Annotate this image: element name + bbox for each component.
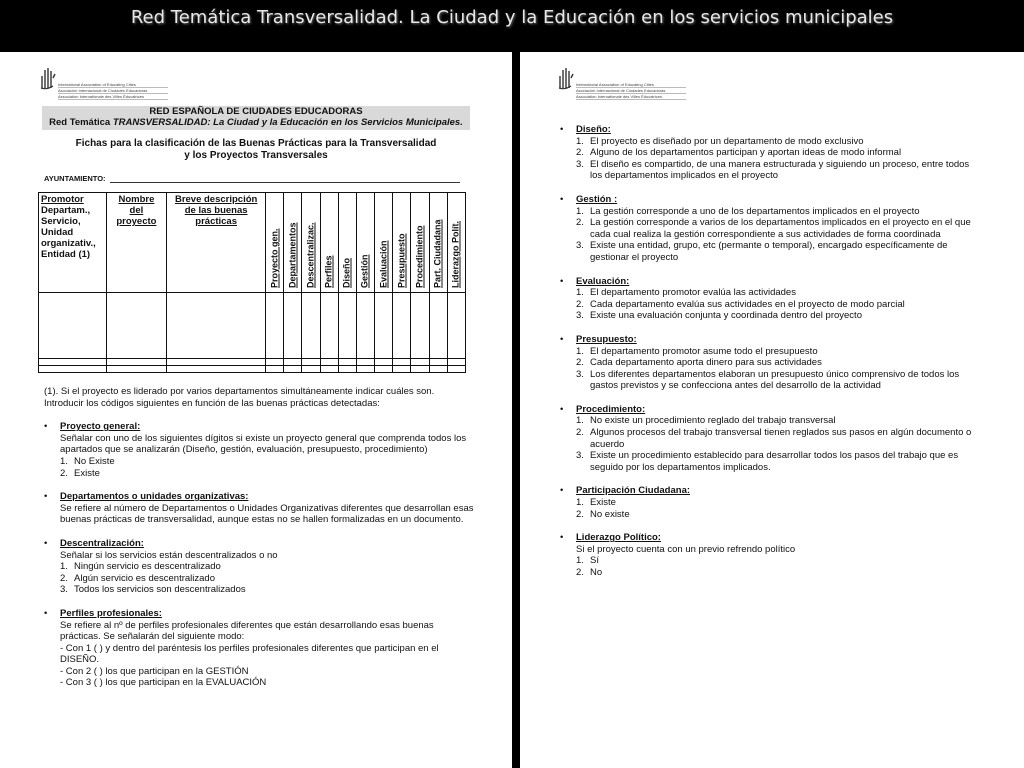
col-promotor: Promotor Departam., Servicio, Unidad organizativ., Entidad (1): [39, 193, 107, 293]
hand-logo-icon: [556, 66, 574, 90]
org-line: International Association of Educating Cities: [58, 82, 168, 88]
table-row: [39, 359, 466, 366]
org-line: Asociación Internacional de Ciudades Educadoras: [58, 88, 168, 94]
col-diseno: Diseño: [338, 193, 356, 293]
table-row: [39, 366, 466, 373]
note-1: (1). Si el proyecto es liderado por varios departamentos simultáneamente indicar cuáles son.: [44, 386, 435, 397]
section-participacion: • Participación Ciudadana: 1. Existe 2. No existe: [560, 485, 691, 520]
org-name-lines: International Association of Educating Cities Asociación Internacional de Ciudades Educadoras Association Internationale des Villes Éducatrices: [576, 82, 686, 100]
slide-title: Red Temática Transversalidad. La Ciudad y la Educación en los servicios municipales: [0, 0, 1024, 52]
org-name-lines: [58, 82, 168, 100]
header-line-1: RED ESPAÑOLA DE CIUDADES EDUCADORAS: [149, 106, 363, 117]
page-divider: [512, 52, 520, 768]
section-descentralizacion: • Descentralización: Señalar si los servicios están descentralizados o no 1. Ningún servicio es descentralizado 2. Algún servicio es descentralizado 3. Todos los servicios son descentralizados: [44, 537, 278, 596]
org-logo: [38, 66, 168, 100]
classification-table: [38, 192, 466, 373]
col-part-ciudadana: Part. Ciudadana: [429, 193, 447, 293]
section-departamentos: • Departamentos o unidades organizativas: Se refiere al número de Departamentos o Unidades Organizativas diferentes que desarrollan esas buenas prácticas de transversalidad, aunque estas no se hallen formalizadas en un documento.: [44, 491, 474, 526]
header-line-2: Red Temática TRANSVERSALIDAD: La Ciudad y la Educación en los Servicios Municipales.: [49, 117, 463, 128]
table-header-row: [39, 193, 466, 293]
note-2: Introducir los códigos siguientes en función de las buenas prácticas detectadas:: [44, 397, 380, 409]
col-presupuesto: Presupuesto: [393, 193, 411, 293]
section-diseno: • Diseño: 1. El proyecto es diseñado por un departamento de modo exclusivo 2. Alguno de los departamentos participan y aportan ideas de modo informal 3. El diseño es compartido, de una manera estructurada y siguiendo un proceso, entre todos los departamentos implicados en el proyecto: [560, 124, 970, 182]
org-line: Association Internationale des Villes Éducatrices: [58, 94, 168, 100]
section-liderazgo: • Liderazgo Político: Si el proyecto cuenta con un previo refrendo político 1. Sí 2. No: [560, 532, 796, 578]
left-notes: [44, 386, 474, 689]
fichas-title: Fichas para la clasificación de las Buenas Prácticas para la Transversalidad y los Proyectos Transversales: [75, 138, 437, 161]
col-perfiles: Perfiles: [320, 193, 338, 293]
ayuntamiento-label: AYUNTAMIENTO:: [44, 174, 106, 183]
col-gestion: Gestión: [356, 193, 374, 293]
ayuntamiento-fill-line: [110, 182, 460, 183]
section-presupuesto: • Presupuesto: 1. El departamento promotor asume todo el presupuesto 2. Cada departamento aporta dinero para sus actividades 3. Los diferentes departamentos elaboran un presupuesto único comprensivo de todos los gastos previstos y se confecciona antes del desarrollo de la actividad: [560, 333, 960, 392]
section-gestion: • Gestión : 1. La gestión corresponde a uno de los departamentos implicados en el proyecto 2. La gestión corresponde a varios de los departamentos implicados en el proyecto en el que cada cual realiza la gestión correspondiente a sus actividades de forma coordinada 3. Existe una entidad, grupo, etc (permante o temporal), encargado específicamente de gestionar el proyecto: [560, 193, 971, 263]
section-evaluacion: • Evaluación: 1. El departamento promotor evalúa las actividades 2. Cada departamento evalúa sus actividades en el proyecto de modo parcial 3. Existe una evaluación conjunta y coordinada dentro del proyecto: [560, 275, 905, 322]
section-proyecto-general: • Proyecto general: Señalar con uno de los siguientes dígitos si existe un proyecto general que comprenda todos los apartados que se analizarán (Diseño, gestión, evaluación, presupuesto, procedimiento) 1. No Existe 2. Existe: [44, 421, 467, 479]
section-perfiles: • Perfiles profesionales: Se refiere al nº de perfiles profesionales diferentes que están desarrollando esas buenas prácticas. Se señalarán del siguiente modo: - Con 1 ( ) y dentro del paréntesis los perfiles profesionales diferentes que participan en el DISEÑO. - Con 2 ( ) los que participan en la GESTIÓN - Con 3 ( ) los que participan en la EVALUACIÓN: [44, 607, 439, 689]
right-criteria: [560, 124, 980, 579]
col-departamentos: Departamentos: [284, 193, 302, 293]
hand-logo-icon: [38, 66, 56, 90]
col-proyecto-gen: Proyecto gen.: [266, 193, 284, 293]
table-row: [39, 293, 466, 359]
section-procedimiento: • Procedimiento: 1. No existe un procedimiento reglado del trabajo transversal 2. Algunos procesos del trabajo transversal tienen reglados sus pasos en algún documento o acuerdo 3. Existe un procedimiento establecido para desarrollar todos los pasos del trabajo que es seguido por los departamentos implicados.: [560, 403, 972, 473]
document-page-right: [520, 52, 1024, 768]
org-logo: [556, 66, 686, 100]
col-evaluacion: Evaluación: [375, 193, 393, 293]
col-descentralizac: Descentralizac.: [302, 193, 320, 293]
col-nombre: Nombre del proyecto: [106, 193, 167, 293]
document-page-left: [0, 52, 512, 768]
network-header: [42, 106, 470, 130]
col-liderazgo-polit: Liderazgo Polít.: [447, 193, 465, 293]
col-breve-descripcion: Breve descripción de las buenas prácticas: [167, 193, 266, 293]
col-procedimiento: Procedimiento: [411, 193, 429, 293]
